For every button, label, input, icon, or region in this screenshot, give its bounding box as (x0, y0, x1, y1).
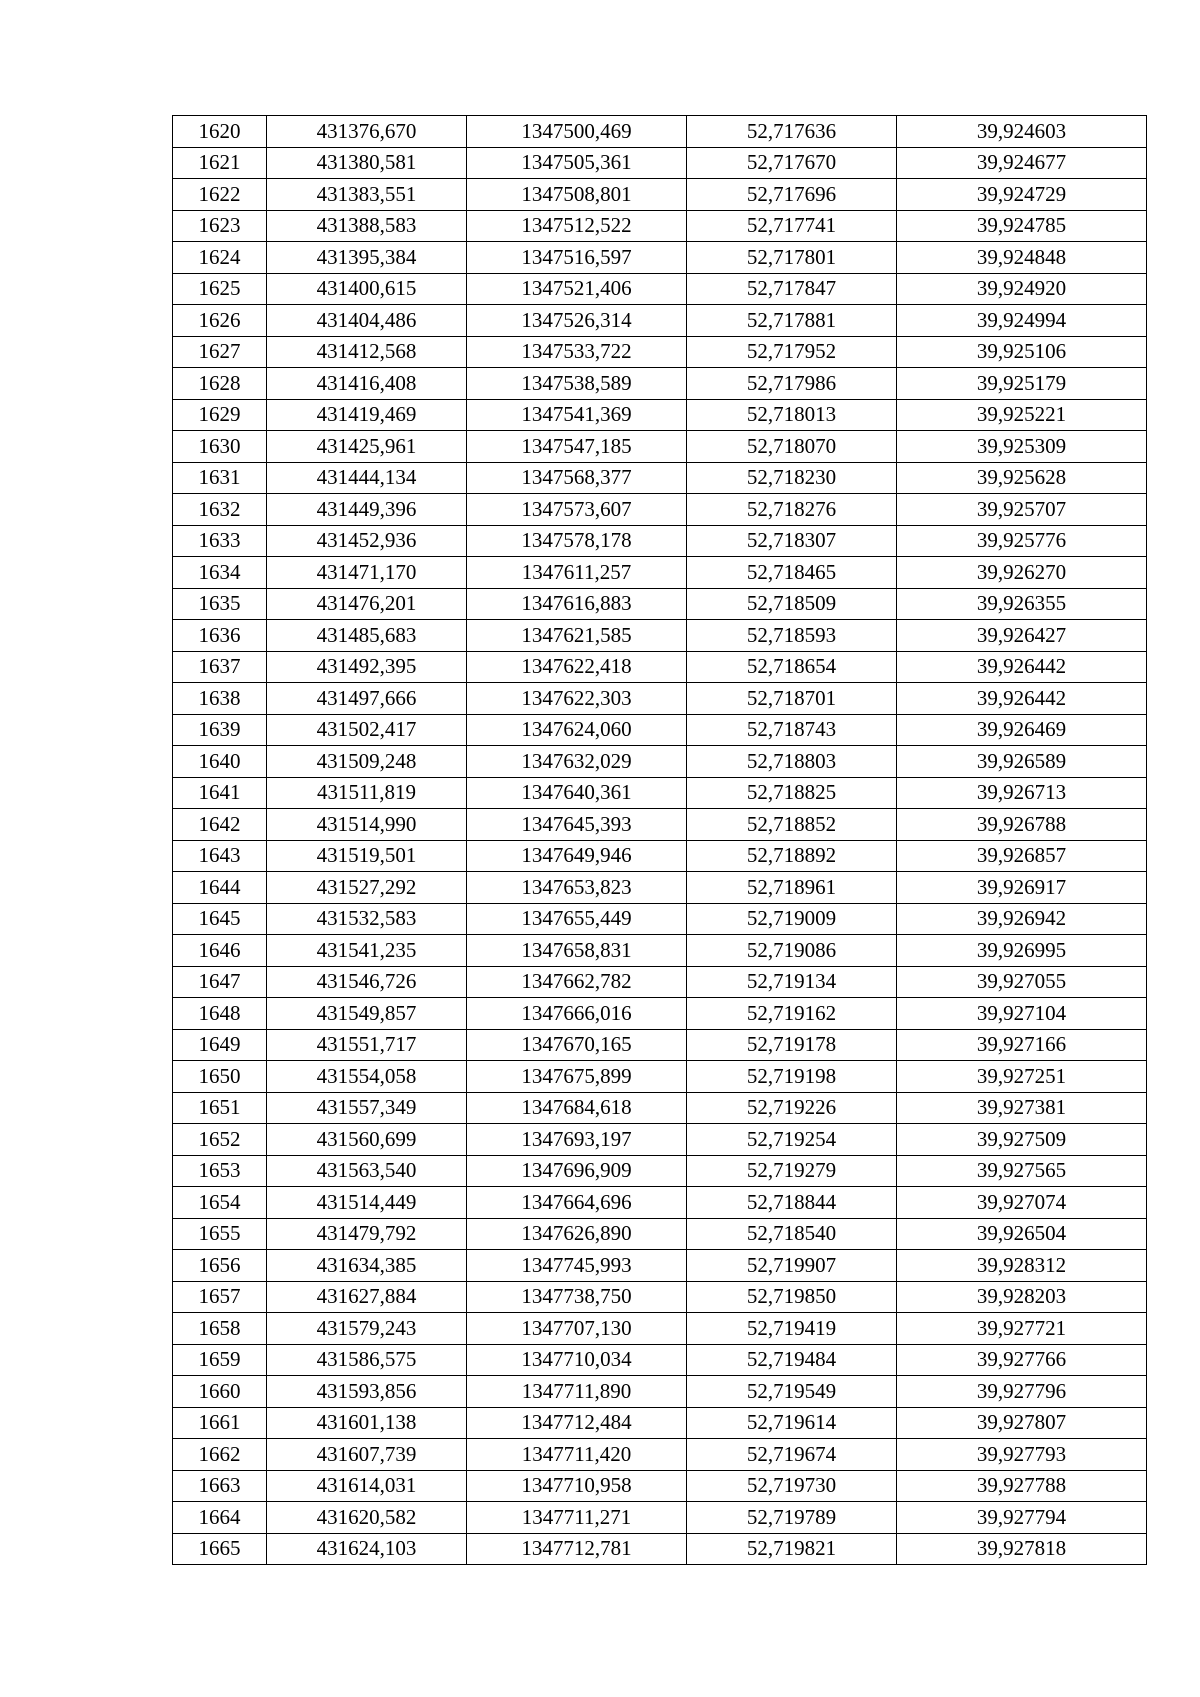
latitude-cell: 52,718654 (687, 651, 897, 683)
point-number-cell: 1652 (173, 1124, 267, 1156)
longitude-cell: 39,924785 (897, 210, 1147, 242)
table-row (173, 431, 1147, 463)
latitude-cell: 52,718593 (687, 620, 897, 652)
y-coordinate-cell: 1347508,801 (467, 179, 687, 211)
latitude-cell: 52,717881 (687, 305, 897, 337)
y-coordinate-cell: 1347738,750 (467, 1281, 687, 1313)
point-number-cell: 1621 (173, 147, 267, 179)
longitude-cell: 39,924848 (897, 242, 1147, 274)
x-coordinate-cell: 431419,469 (267, 399, 467, 431)
x-coordinate-cell: 431514,990 (267, 809, 467, 841)
y-coordinate-cell: 1347616,883 (467, 588, 687, 620)
x-coordinate-cell: 431527,292 (267, 872, 467, 904)
x-coordinate-cell: 431502,417 (267, 714, 467, 746)
y-coordinate-cell: 1347696,909 (467, 1155, 687, 1187)
y-coordinate-cell: 1347611,257 (467, 557, 687, 589)
longitude-cell: 39,927166 (897, 1029, 1147, 1061)
longitude-cell: 39,926589 (897, 746, 1147, 778)
table-row (173, 683, 1147, 715)
point-number-cell: 1637 (173, 651, 267, 683)
table-row (173, 746, 1147, 778)
table-row (173, 1029, 1147, 1061)
table-row (173, 116, 1147, 148)
longitude-cell: 39,927796 (897, 1376, 1147, 1408)
x-coordinate-cell: 431376,670 (267, 116, 467, 148)
point-number-cell: 1627 (173, 336, 267, 368)
point-number-cell: 1640 (173, 746, 267, 778)
y-coordinate-cell: 1347526,314 (467, 305, 687, 337)
point-number-cell: 1628 (173, 368, 267, 400)
y-coordinate-cell: 1347664,696 (467, 1187, 687, 1219)
longitude-cell: 39,926355 (897, 588, 1147, 620)
latitude-cell: 52,717952 (687, 336, 897, 368)
point-number-cell: 1642 (173, 809, 267, 841)
latitude-cell: 52,719549 (687, 1376, 897, 1408)
point-number-cell: 1625 (173, 273, 267, 305)
longitude-cell: 39,928312 (897, 1250, 1147, 1282)
latitude-cell: 52,719162 (687, 998, 897, 1030)
y-coordinate-cell: 1347624,060 (467, 714, 687, 746)
longitude-cell: 39,925179 (897, 368, 1147, 400)
x-coordinate-cell: 431412,568 (267, 336, 467, 368)
table-row (173, 368, 1147, 400)
x-coordinate-cell: 431425,961 (267, 431, 467, 463)
point-number-cell: 1631 (173, 462, 267, 494)
x-coordinate-cell: 431509,248 (267, 746, 467, 778)
y-coordinate-cell: 1347573,607 (467, 494, 687, 526)
y-coordinate-cell: 1347521,406 (467, 273, 687, 305)
latitude-cell: 52,718070 (687, 431, 897, 463)
y-coordinate-cell: 1347653,823 (467, 872, 687, 904)
longitude-cell: 39,925106 (897, 336, 1147, 368)
table-row (173, 1502, 1147, 1534)
x-coordinate-cell: 431514,449 (267, 1187, 467, 1219)
x-coordinate-cell: 431497,666 (267, 683, 467, 715)
latitude-cell: 52,719614 (687, 1407, 897, 1439)
point-number-cell: 1636 (173, 620, 267, 652)
table-row (173, 147, 1147, 179)
longitude-cell: 39,928203 (897, 1281, 1147, 1313)
latitude-cell: 52,719907 (687, 1250, 897, 1282)
latitude-cell: 52,719178 (687, 1029, 897, 1061)
point-number-cell: 1662 (173, 1439, 267, 1471)
point-number-cell: 1648 (173, 998, 267, 1030)
y-coordinate-cell: 1347684,618 (467, 1092, 687, 1124)
longitude-cell: 39,925309 (897, 431, 1147, 463)
table-row (173, 840, 1147, 872)
table-row (173, 242, 1147, 274)
y-coordinate-cell: 1347670,165 (467, 1029, 687, 1061)
point-number-cell: 1629 (173, 399, 267, 431)
point-number-cell: 1623 (173, 210, 267, 242)
y-coordinate-cell: 1347707,130 (467, 1313, 687, 1345)
y-coordinate-cell: 1347712,484 (467, 1407, 687, 1439)
table-row (173, 1407, 1147, 1439)
x-coordinate-cell: 431614,031 (267, 1470, 467, 1502)
table-row (173, 1281, 1147, 1313)
point-number-cell: 1624 (173, 242, 267, 274)
longitude-cell: 39,927793 (897, 1439, 1147, 1471)
latitude-cell: 52,718701 (687, 683, 897, 715)
table-row (173, 1250, 1147, 1282)
y-coordinate-cell: 1347745,993 (467, 1250, 687, 1282)
point-number-cell: 1626 (173, 305, 267, 337)
x-coordinate-cell: 431519,501 (267, 840, 467, 872)
x-coordinate-cell: 431388,583 (267, 210, 467, 242)
table-row (173, 525, 1147, 557)
table-row (173, 620, 1147, 652)
x-coordinate-cell: 431634,385 (267, 1250, 467, 1282)
latitude-cell: 52,719226 (687, 1092, 897, 1124)
y-coordinate-cell: 1347621,585 (467, 620, 687, 652)
y-coordinate-cell: 1347632,029 (467, 746, 687, 778)
latitude-cell: 52,718825 (687, 777, 897, 809)
point-number-cell: 1663 (173, 1470, 267, 1502)
longitude-cell: 39,927251 (897, 1061, 1147, 1093)
longitude-cell: 39,926942 (897, 903, 1147, 935)
longitude-cell: 39,927766 (897, 1344, 1147, 1376)
latitude-cell: 52,719198 (687, 1061, 897, 1093)
longitude-cell: 39,927381 (897, 1092, 1147, 1124)
y-coordinate-cell: 1347711,420 (467, 1439, 687, 1471)
point-number-cell: 1639 (173, 714, 267, 746)
table-row (173, 462, 1147, 494)
y-coordinate-cell: 1347675,899 (467, 1061, 687, 1093)
point-number-cell: 1645 (173, 903, 267, 935)
table-row (173, 305, 1147, 337)
latitude-cell: 52,718509 (687, 588, 897, 620)
y-coordinate-cell: 1347505,361 (467, 147, 687, 179)
latitude-cell: 52,718844 (687, 1187, 897, 1219)
point-number-cell: 1654 (173, 1187, 267, 1219)
table-row (173, 399, 1147, 431)
latitude-cell: 52,717670 (687, 147, 897, 179)
x-coordinate-cell: 431627,884 (267, 1281, 467, 1313)
table-row (173, 1187, 1147, 1219)
table-row (173, 210, 1147, 242)
table-row (173, 903, 1147, 935)
table-row (173, 1470, 1147, 1502)
y-coordinate-cell: 1347711,271 (467, 1502, 687, 1534)
point-number-cell: 1635 (173, 588, 267, 620)
longitude-cell: 39,926442 (897, 683, 1147, 715)
latitude-cell: 52,718276 (687, 494, 897, 526)
latitude-cell: 52,718540 (687, 1218, 897, 1250)
x-coordinate-cell: 431416,408 (267, 368, 467, 400)
latitude-cell: 52,718803 (687, 746, 897, 778)
table-row (173, 494, 1147, 526)
longitude-cell: 39,926713 (897, 777, 1147, 809)
x-coordinate-cell: 431624,103 (267, 1533, 467, 1565)
point-number-cell: 1632 (173, 494, 267, 526)
y-coordinate-cell: 1347711,890 (467, 1376, 687, 1408)
point-number-cell: 1633 (173, 525, 267, 557)
longitude-cell: 39,925628 (897, 462, 1147, 494)
latitude-cell: 52,718307 (687, 525, 897, 557)
y-coordinate-cell: 1347666,016 (467, 998, 687, 1030)
longitude-cell: 39,926917 (897, 872, 1147, 904)
longitude-cell: 39,927074 (897, 1187, 1147, 1219)
coordinates-table (172, 115, 1147, 1565)
longitude-cell: 39,926504 (897, 1218, 1147, 1250)
latitude-cell: 52,719674 (687, 1439, 897, 1471)
point-number-cell: 1661 (173, 1407, 267, 1439)
longitude-cell: 39,924677 (897, 147, 1147, 179)
y-coordinate-cell: 1347626,890 (467, 1218, 687, 1250)
table-row (173, 777, 1147, 809)
y-coordinate-cell: 1347662,782 (467, 966, 687, 998)
y-coordinate-cell: 1347516,597 (467, 242, 687, 274)
latitude-cell: 52,719086 (687, 935, 897, 967)
longitude-cell: 39,926427 (897, 620, 1147, 652)
table-row (173, 714, 1147, 746)
y-coordinate-cell: 1347645,393 (467, 809, 687, 841)
point-number-cell: 1644 (173, 872, 267, 904)
y-coordinate-cell: 1347538,589 (467, 368, 687, 400)
table-row (173, 1061, 1147, 1093)
table-row (173, 1439, 1147, 1471)
table-row (173, 336, 1147, 368)
latitude-cell: 52,718743 (687, 714, 897, 746)
x-coordinate-cell: 431554,058 (267, 1061, 467, 1093)
latitude-cell: 52,719730 (687, 1470, 897, 1502)
x-coordinate-cell: 431400,615 (267, 273, 467, 305)
longitude-cell: 39,925776 (897, 525, 1147, 557)
y-coordinate-cell: 1347541,369 (467, 399, 687, 431)
longitude-cell: 39,927509 (897, 1124, 1147, 1156)
longitude-cell: 39,925707 (897, 494, 1147, 526)
point-number-cell: 1646 (173, 935, 267, 967)
point-number-cell: 1660 (173, 1376, 267, 1408)
point-number-cell: 1643 (173, 840, 267, 872)
longitude-cell: 39,927055 (897, 966, 1147, 998)
y-coordinate-cell: 1347658,831 (467, 935, 687, 967)
latitude-cell: 52,719484 (687, 1344, 897, 1376)
latitude-cell: 52,717696 (687, 179, 897, 211)
y-coordinate-cell: 1347640,361 (467, 777, 687, 809)
table-row (173, 557, 1147, 589)
point-number-cell: 1658 (173, 1313, 267, 1345)
point-number-cell: 1622 (173, 179, 267, 211)
latitude-cell: 52,717636 (687, 116, 897, 148)
point-number-cell: 1641 (173, 777, 267, 809)
longitude-cell: 39,927794 (897, 1502, 1147, 1534)
point-number-cell: 1647 (173, 966, 267, 998)
x-coordinate-cell: 431380,581 (267, 147, 467, 179)
point-number-cell: 1664 (173, 1502, 267, 1534)
longitude-cell: 39,924729 (897, 179, 1147, 211)
longitude-cell: 39,924603 (897, 116, 1147, 148)
y-coordinate-cell: 1347693,197 (467, 1124, 687, 1156)
longitude-cell: 39,926469 (897, 714, 1147, 746)
x-coordinate-cell: 431383,551 (267, 179, 467, 211)
longitude-cell: 39,926270 (897, 557, 1147, 589)
latitude-cell: 52,718892 (687, 840, 897, 872)
y-coordinate-cell: 1347500,469 (467, 116, 687, 148)
x-coordinate-cell: 431620,582 (267, 1502, 467, 1534)
table-row (173, 1092, 1147, 1124)
x-coordinate-cell: 431546,726 (267, 966, 467, 998)
latitude-cell: 52,717847 (687, 273, 897, 305)
table-row (173, 1344, 1147, 1376)
longitude-cell: 39,926442 (897, 651, 1147, 683)
x-coordinate-cell: 431444,134 (267, 462, 467, 494)
table-row (173, 1155, 1147, 1187)
y-coordinate-cell: 1347710,034 (467, 1344, 687, 1376)
x-coordinate-cell: 431395,384 (267, 242, 467, 274)
longitude-cell: 39,926788 (897, 809, 1147, 841)
table-row (173, 935, 1147, 967)
point-number-cell: 1659 (173, 1344, 267, 1376)
latitude-cell: 52,718465 (687, 557, 897, 589)
x-coordinate-cell: 431479,792 (267, 1218, 467, 1250)
longitude-cell: 39,927721 (897, 1313, 1147, 1345)
x-coordinate-cell: 431452,936 (267, 525, 467, 557)
x-coordinate-cell: 431532,583 (267, 903, 467, 935)
table-row (173, 998, 1147, 1030)
point-number-cell: 1651 (173, 1092, 267, 1124)
longitude-cell: 39,927818 (897, 1533, 1147, 1565)
point-number-cell: 1634 (173, 557, 267, 589)
point-number-cell: 1638 (173, 683, 267, 715)
y-coordinate-cell: 1347712,781 (467, 1533, 687, 1565)
x-coordinate-cell: 431579,243 (267, 1313, 467, 1345)
latitude-cell: 52,719419 (687, 1313, 897, 1345)
latitude-cell: 52,718961 (687, 872, 897, 904)
y-coordinate-cell: 1347568,377 (467, 462, 687, 494)
latitude-cell: 52,719009 (687, 903, 897, 935)
latitude-cell: 52,717986 (687, 368, 897, 400)
latitude-cell: 52,719850 (687, 1281, 897, 1313)
table-row (173, 1124, 1147, 1156)
coordinates-table-body (173, 116, 1147, 1565)
latitude-cell: 52,719254 (687, 1124, 897, 1156)
table-row (173, 1313, 1147, 1345)
table-row (173, 651, 1147, 683)
point-number-cell: 1653 (173, 1155, 267, 1187)
y-coordinate-cell: 1347622,303 (467, 683, 687, 715)
x-coordinate-cell: 431601,138 (267, 1407, 467, 1439)
y-coordinate-cell: 1347512,522 (467, 210, 687, 242)
y-coordinate-cell: 1347649,946 (467, 840, 687, 872)
x-coordinate-cell: 431607,739 (267, 1439, 467, 1471)
longitude-cell: 39,927565 (897, 1155, 1147, 1187)
table-row (173, 588, 1147, 620)
longitude-cell: 39,927807 (897, 1407, 1147, 1439)
x-coordinate-cell: 431471,170 (267, 557, 467, 589)
table-row (173, 966, 1147, 998)
point-number-cell: 1657 (173, 1281, 267, 1313)
table-row (173, 1218, 1147, 1250)
x-coordinate-cell: 431511,819 (267, 777, 467, 809)
longitude-cell: 39,927104 (897, 998, 1147, 1030)
latitude-cell: 52,718230 (687, 462, 897, 494)
table-row (173, 872, 1147, 904)
y-coordinate-cell: 1347622,418 (467, 651, 687, 683)
longitude-cell: 39,924994 (897, 305, 1147, 337)
longitude-cell: 39,927788 (897, 1470, 1147, 1502)
table-row (173, 1376, 1147, 1408)
latitude-cell: 52,717801 (687, 242, 897, 274)
table-row (173, 179, 1147, 211)
longitude-cell: 39,925221 (897, 399, 1147, 431)
x-coordinate-cell: 431541,235 (267, 935, 467, 967)
latitude-cell: 52,719821 (687, 1533, 897, 1565)
longitude-cell: 39,926995 (897, 935, 1147, 967)
point-number-cell: 1620 (173, 116, 267, 148)
x-coordinate-cell: 431449,396 (267, 494, 467, 526)
latitude-cell: 52,719789 (687, 1502, 897, 1534)
longitude-cell: 39,924920 (897, 273, 1147, 305)
latitude-cell: 52,717741 (687, 210, 897, 242)
table-row (173, 809, 1147, 841)
y-coordinate-cell: 1347547,185 (467, 431, 687, 463)
latitude-cell: 52,719279 (687, 1155, 897, 1187)
y-coordinate-cell: 1347578,178 (467, 525, 687, 557)
point-number-cell: 1650 (173, 1061, 267, 1093)
x-coordinate-cell: 431557,349 (267, 1092, 467, 1124)
latitude-cell: 52,718852 (687, 809, 897, 841)
longitude-cell: 39,926857 (897, 840, 1147, 872)
table-row (173, 273, 1147, 305)
latitude-cell: 52,718013 (687, 399, 897, 431)
point-number-cell: 1656 (173, 1250, 267, 1282)
x-coordinate-cell: 431586,575 (267, 1344, 467, 1376)
x-coordinate-cell: 431549,857 (267, 998, 467, 1030)
x-coordinate-cell: 431476,201 (267, 588, 467, 620)
x-coordinate-cell: 431551,717 (267, 1029, 467, 1061)
y-coordinate-cell: 1347710,958 (467, 1470, 687, 1502)
x-coordinate-cell: 431563,540 (267, 1155, 467, 1187)
x-coordinate-cell: 431560,699 (267, 1124, 467, 1156)
point-number-cell: 1655 (173, 1218, 267, 1250)
x-coordinate-cell: 431593,856 (267, 1376, 467, 1408)
x-coordinate-cell: 431485,683 (267, 620, 467, 652)
x-coordinate-cell: 431404,486 (267, 305, 467, 337)
latitude-cell: 52,719134 (687, 966, 897, 998)
x-coordinate-cell: 431492,395 (267, 651, 467, 683)
y-coordinate-cell: 1347533,722 (467, 336, 687, 368)
table-row (173, 1533, 1147, 1565)
y-coordinate-cell: 1347655,449 (467, 903, 687, 935)
point-number-cell: 1665 (173, 1533, 267, 1565)
point-number-cell: 1630 (173, 431, 267, 463)
point-number-cell: 1649 (173, 1029, 267, 1061)
